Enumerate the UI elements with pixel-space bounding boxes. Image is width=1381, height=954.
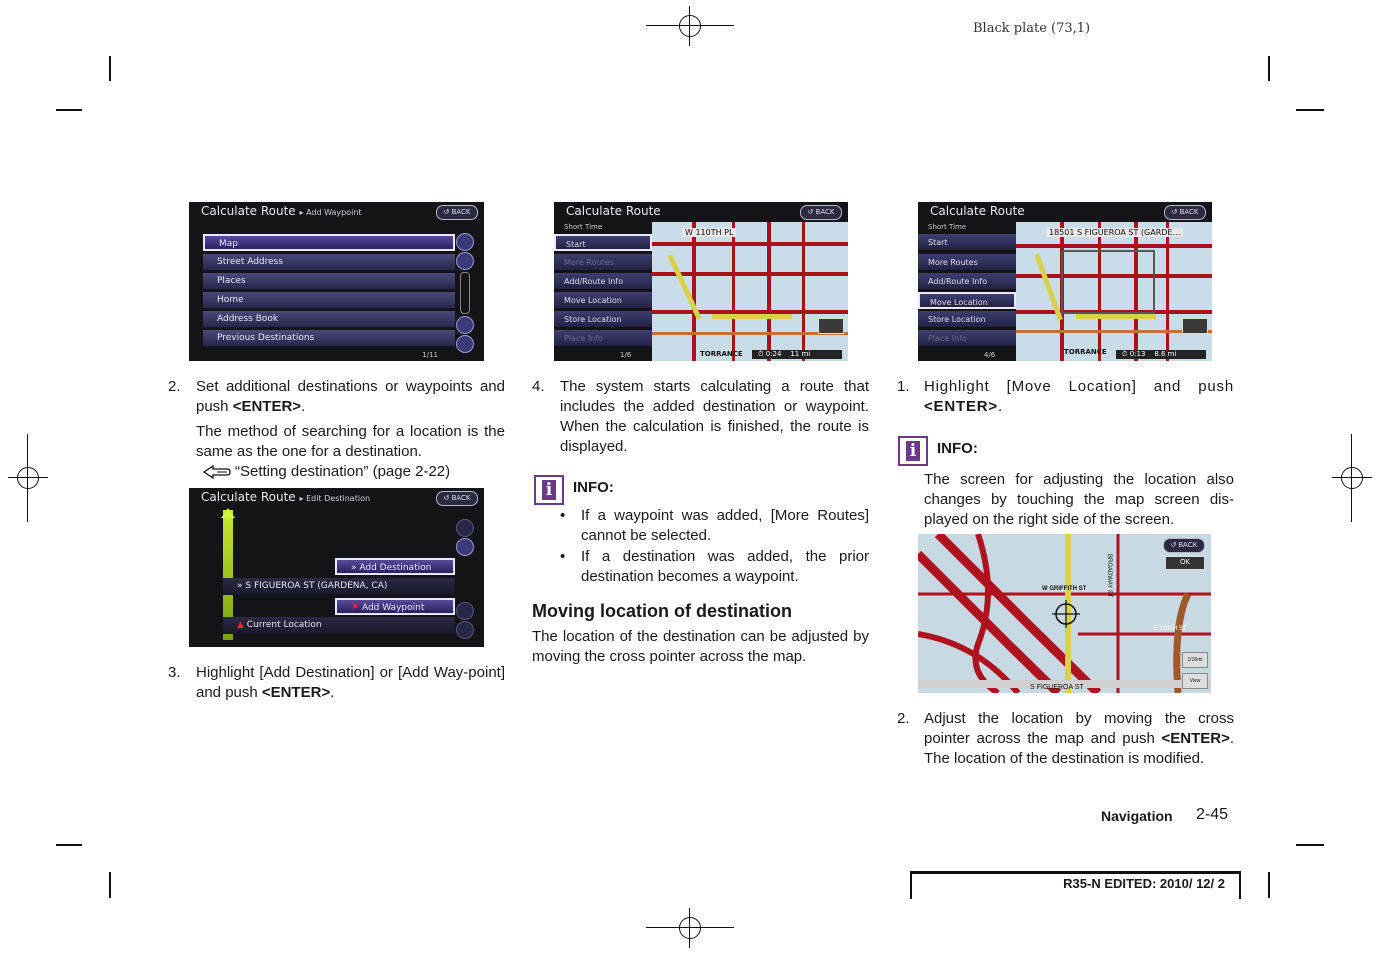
page-counter: 4/6 [984, 351, 996, 359]
page-counter: 1/6 [620, 351, 632, 359]
step-2-note: The method of searching for a location is the same as the one for a destination. [196, 423, 505, 460]
store-location-button[interactable]: Store Location [918, 311, 1016, 328]
step-4-text: The system starts calculating a route that includes the added destination or waypoint. When the calculation is finished, the route is displayed. [560, 378, 869, 455]
menu-item-home[interactable]: Home [203, 292, 455, 309]
info-icon: i [898, 436, 928, 466]
back-button[interactable]: ↺ BACK [436, 491, 478, 506]
footer-section: Navigation [1101, 808, 1173, 824]
step-1-text: Highlight [Move Location] and push <ENTER>. [924, 378, 1234, 415]
street-label: W GRIFFITH ST [1042, 586, 1087, 592]
city-label: TORRANCE [700, 350, 743, 358]
add-route-info-button[interactable]: Add/Route Info [918, 273, 1016, 290]
info-bullet: If a destination was added, the prior destination becomes a waypoint. [581, 548, 869, 585]
crop-mark [1296, 844, 1324, 846]
start-button[interactable]: Start [554, 234, 652, 251]
edited-label: R35-N EDITED: 2010/ 12/ 2 [1063, 876, 1225, 891]
crop-mark [56, 109, 82, 111]
add-route-info-button[interactable]: Add/Route Info [554, 273, 652, 290]
store-location-button[interactable]: Store Location [554, 311, 652, 328]
route-summary: ⏱ 0:13 8.6 mi [1116, 350, 1206, 359]
ok-button[interactable]: OK [1165, 556, 1205, 570]
add-waypoint-screenshot [189, 202, 484, 361]
screen-title: Calculate Route [930, 204, 1025, 218]
street-label: W 110TH PL [682, 228, 736, 237]
street-label: BROADWAY ST [1106, 554, 1112, 598]
section-text: The location of the destination can be adjusted by moving the cross pointer across the map. [532, 628, 869, 665]
crop-mark [1268, 872, 1270, 898]
scale-button[interactable]: 1/16mi [1182, 652, 1208, 668]
menu-item-places[interactable]: Places [203, 273, 455, 290]
page-reference[interactable]: “Setting destination” (page 2-22) [235, 463, 451, 480]
route-mode: Short Time [928, 223, 967, 231]
scroll-down-button[interactable] [456, 316, 474, 334]
start-button[interactable]: Start [918, 234, 1016, 251]
more-routes-button[interactable]: More Routes [918, 254, 1016, 271]
move-location-screenshot [918, 202, 1212, 361]
street-label: S FIGUEROA ST [1030, 684, 1084, 691]
route-map[interactable] [652, 222, 848, 361]
place-info-button[interactable]: Place Info [918, 330, 1016, 347]
step-2-text: Adjust the location by moving the cross pointer across the map and push <ENTER>. The location of the destination is modified. [924, 710, 1234, 767]
scroll-bottom-button[interactable] [456, 621, 474, 639]
info-title: INFO: [573, 479, 614, 496]
scrollbar[interactable] [460, 272, 470, 314]
back-button[interactable]: ↺ BACK [1163, 538, 1205, 553]
scroll-down-button[interactable] [456, 602, 474, 620]
crop-mark [109, 872, 111, 898]
screen-title: Calculate Route ▸ Add Waypoint [201, 204, 362, 218]
route-summary: ⏱ 0:24 11 mi [752, 350, 842, 359]
registration-mark [670, 908, 710, 948]
registration-mark [8, 458, 48, 498]
info-bullet: If a waypoint was added, [More Routes] cannot be selected. [581, 507, 869, 544]
scroll-up-button[interactable] [456, 538, 474, 556]
destination-row: » S FIGUEROA ST (GARDENA, CA) [223, 578, 455, 595]
scroll-top-button[interactable] [456, 233, 474, 251]
step-number: 4. [532, 378, 545, 395]
reference-icon [203, 464, 231, 480]
cross-pointer-icon[interactable] [1052, 600, 1080, 628]
info-text: The screen for adjusting the location also changes by touching the map screen dis-played on the right side of the screen. [924, 471, 1234, 528]
menu-item-address-book[interactable]: Address Book [203, 311, 455, 328]
registration-mark [670, 6, 710, 46]
route-map[interactable] [1016, 222, 1212, 361]
page-number: 2-45 [1196, 806, 1229, 823]
edit-destination-screenshot [189, 488, 484, 647]
route-bar-top-icon [221, 508, 235, 518]
registration-mark [1332, 458, 1372, 498]
plate-label: Black plate (73,1) [973, 21, 1091, 36]
step-3-text: Highlight [Add Destination] or [Add Way-point] and push <ENTER>. [196, 664, 505, 701]
crop-mark [1296, 109, 1324, 111]
menu-item-map[interactable]: Map [203, 234, 455, 251]
selection-box [1061, 250, 1155, 314]
scroll-bottom-button[interactable] [456, 335, 474, 353]
screen-title: Calculate Route [566, 204, 661, 218]
info-icon: i [534, 475, 564, 505]
city-label: TORRANCE [1064, 348, 1107, 356]
add-destination-button[interactable]: » Add Destination [335, 558, 455, 575]
step-number: 3. [168, 664, 181, 681]
step-number: 2. [897, 710, 910, 727]
scroll-up-button[interactable] [456, 252, 474, 270]
street-label: E 110TH ST [1154, 626, 1187, 632]
page-counter: 1/11 [422, 351, 438, 359]
section-heading: Moving location of destination [532, 601, 792, 621]
move-location-button[interactable]: Move Location [918, 292, 1016, 309]
menu-item-street-address[interactable]: Street Address [203, 254, 455, 271]
crop-mark [109, 56, 111, 81]
step-number: 1. [897, 378, 910, 395]
crop-mark [1268, 56, 1270, 81]
route-mode: Short Time [564, 223, 603, 231]
map-button[interactable] [818, 318, 844, 334]
bullet-marker: • [560, 507, 566, 524]
info-title: INFO: [937, 440, 978, 457]
bullet-marker: • [560, 548, 566, 565]
more-routes-button[interactable]: More Routes [554, 254, 652, 271]
place-info-button[interactable]: Place Info [554, 330, 652, 347]
back-button[interactable]: ↺ BACK [436, 205, 478, 220]
scroll-top-button[interactable] [456, 519, 474, 537]
adjust-location-map[interactable] [918, 534, 1211, 693]
menu-item-previous-destinations[interactable]: Previous Destinations [203, 330, 455, 347]
back-button[interactable]: ↺ BACK [800, 205, 842, 220]
edited-box [910, 871, 1241, 899]
move-location-button[interactable]: Move Location [554, 292, 652, 309]
map-button[interactable] [1182, 318, 1208, 334]
street-label: 18501 S FIGUEROA ST (GARDE... [1046, 228, 1183, 237]
step-number: 2. [168, 378, 181, 395]
screen-title: Calculate Route ▸ Edit Destination [201, 490, 371, 504]
step-2-text: Set additional destinations or waypoints and push <ENTER>. [196, 378, 505, 415]
back-button[interactable]: ↺ BACK [1164, 205, 1206, 220]
crop-mark [56, 844, 82, 846]
view-button[interactable]: View [1182, 673, 1208, 689]
add-waypoint-button[interactable]: ⚑ Add Waypoint [335, 598, 455, 615]
route-calculated-screenshot [554, 202, 848, 361]
current-location-row: ▲ Current Location [223, 617, 455, 634]
